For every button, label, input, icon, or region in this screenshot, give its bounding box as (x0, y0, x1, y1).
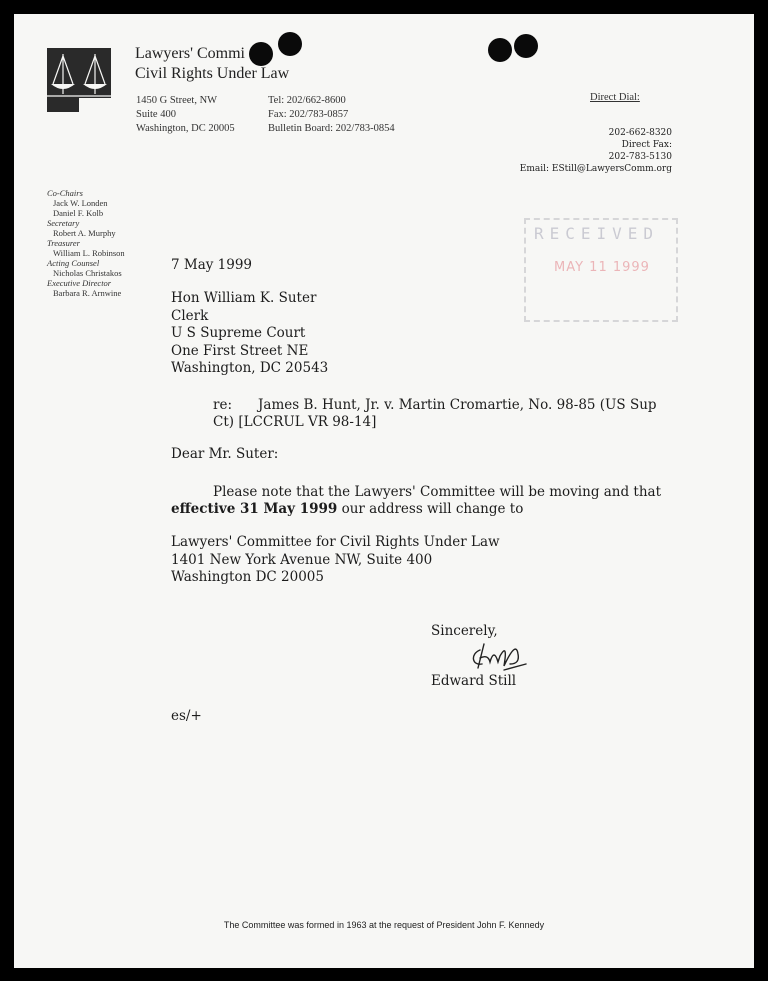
direct-dial-label: Direct Dial: (590, 92, 640, 103)
punch-hole (514, 34, 538, 58)
direct-dial-number: 202-662-8320 (608, 128, 672, 138)
officer-name: Daniel F. Kolb (53, 208, 104, 218)
officer-name: Robert A. Murphy (53, 228, 116, 238)
recipient-block (171, 290, 328, 378)
scales-of-justice-icon (47, 48, 111, 112)
new-address-line: 1401 New York Avenue NW, Suite 400 (171, 551, 433, 568)
letter-date: 7 May 1999 (171, 257, 253, 273)
officer-role: Executive Director (47, 278, 112, 288)
recipient-line: Hon William K. Suter (171, 290, 317, 306)
officer-role: Secretary (47, 218, 80, 228)
body-line2 (171, 501, 523, 519)
recipient-line: One First Street NE (171, 342, 309, 359)
address-line: 1450 G Street, NW (136, 95, 218, 106)
salutation: Dear Mr. Suter: (171, 446, 279, 462)
new-address-line: Lawyers' Committee for Civil Rights Under Law (171, 534, 500, 550)
officer-name: Barbara R. Arnwine (53, 288, 122, 298)
effective-date: effective 31 May 1999 (171, 501, 338, 517)
received-stamp (524, 218, 678, 322)
contact-block (268, 94, 395, 136)
phone: Tel: 202/662-8600 (268, 95, 346, 106)
email: Email: EStill@LawyersComm.org (519, 164, 672, 174)
address-block (136, 94, 235, 136)
recipient-line: U S Supreme Court (171, 325, 306, 341)
org-name-line2: Civil Rights Under Law (135, 65, 290, 82)
address-line: Washington, DC 20005 (136, 123, 235, 134)
org-name-visible: Lawyers' Commi (135, 45, 245, 62)
bulletin-board: Bulletin Board: 202/783-0854 (268, 123, 395, 134)
signer-name: Edward Still (431, 673, 517, 689)
officer-name: Nicholas Christakos (53, 268, 122, 278)
org-name-line1 (135, 44, 291, 64)
re-label: re: (213, 397, 232, 413)
direct-contact-block (520, 127, 672, 175)
punch-hole (488, 38, 512, 62)
direct-fax-label: Direct Fax: (621, 140, 672, 150)
officer-name: William L. Robinson (53, 248, 125, 258)
fax: Fax: 202/783-0857 (268, 109, 349, 120)
new-address-block (171, 534, 500, 587)
officer-name: Jack W. Londen (53, 198, 108, 208)
new-address-line: Washington DC 20005 (171, 569, 324, 585)
stamp-received-text: RECEIVED (534, 224, 660, 243)
direct-fax-number: 202-783-5130 (608, 152, 672, 162)
stamp-date: MAY 11 1999 (554, 260, 650, 275)
body-line1: Please note that the Lawyers' Committee will be moving and that (213, 484, 662, 500)
body-line2-rest: our address will change to (337, 501, 524, 517)
address-line: Suite 400 (136, 109, 176, 120)
recipient-line: Clerk (171, 307, 209, 324)
recipient-line: Washington, DC 20543 (171, 360, 329, 376)
typist-initials: es/+ (171, 708, 202, 724)
officer-role: Acting Counsel (47, 258, 100, 268)
org-name-obscured (245, 45, 291, 62)
closing: Sincerely, (431, 623, 498, 639)
officer-role: Co-Chairs (47, 188, 83, 198)
officers-list (47, 188, 125, 298)
re-line1: James B. Hunt, Jr. v. Martin Cromartie, No. 98-85 (US Sup (258, 397, 657, 413)
letter-page (14, 14, 754, 968)
signature (464, 634, 544, 676)
re-line2: Ct) [LCCRUL VR 98-14] (213, 414, 377, 430)
footer-note: The Committee was formed in 1963 at the request of President John F. Kennedy (223, 920, 545, 930)
officer-role: Treasurer (47, 238, 80, 248)
